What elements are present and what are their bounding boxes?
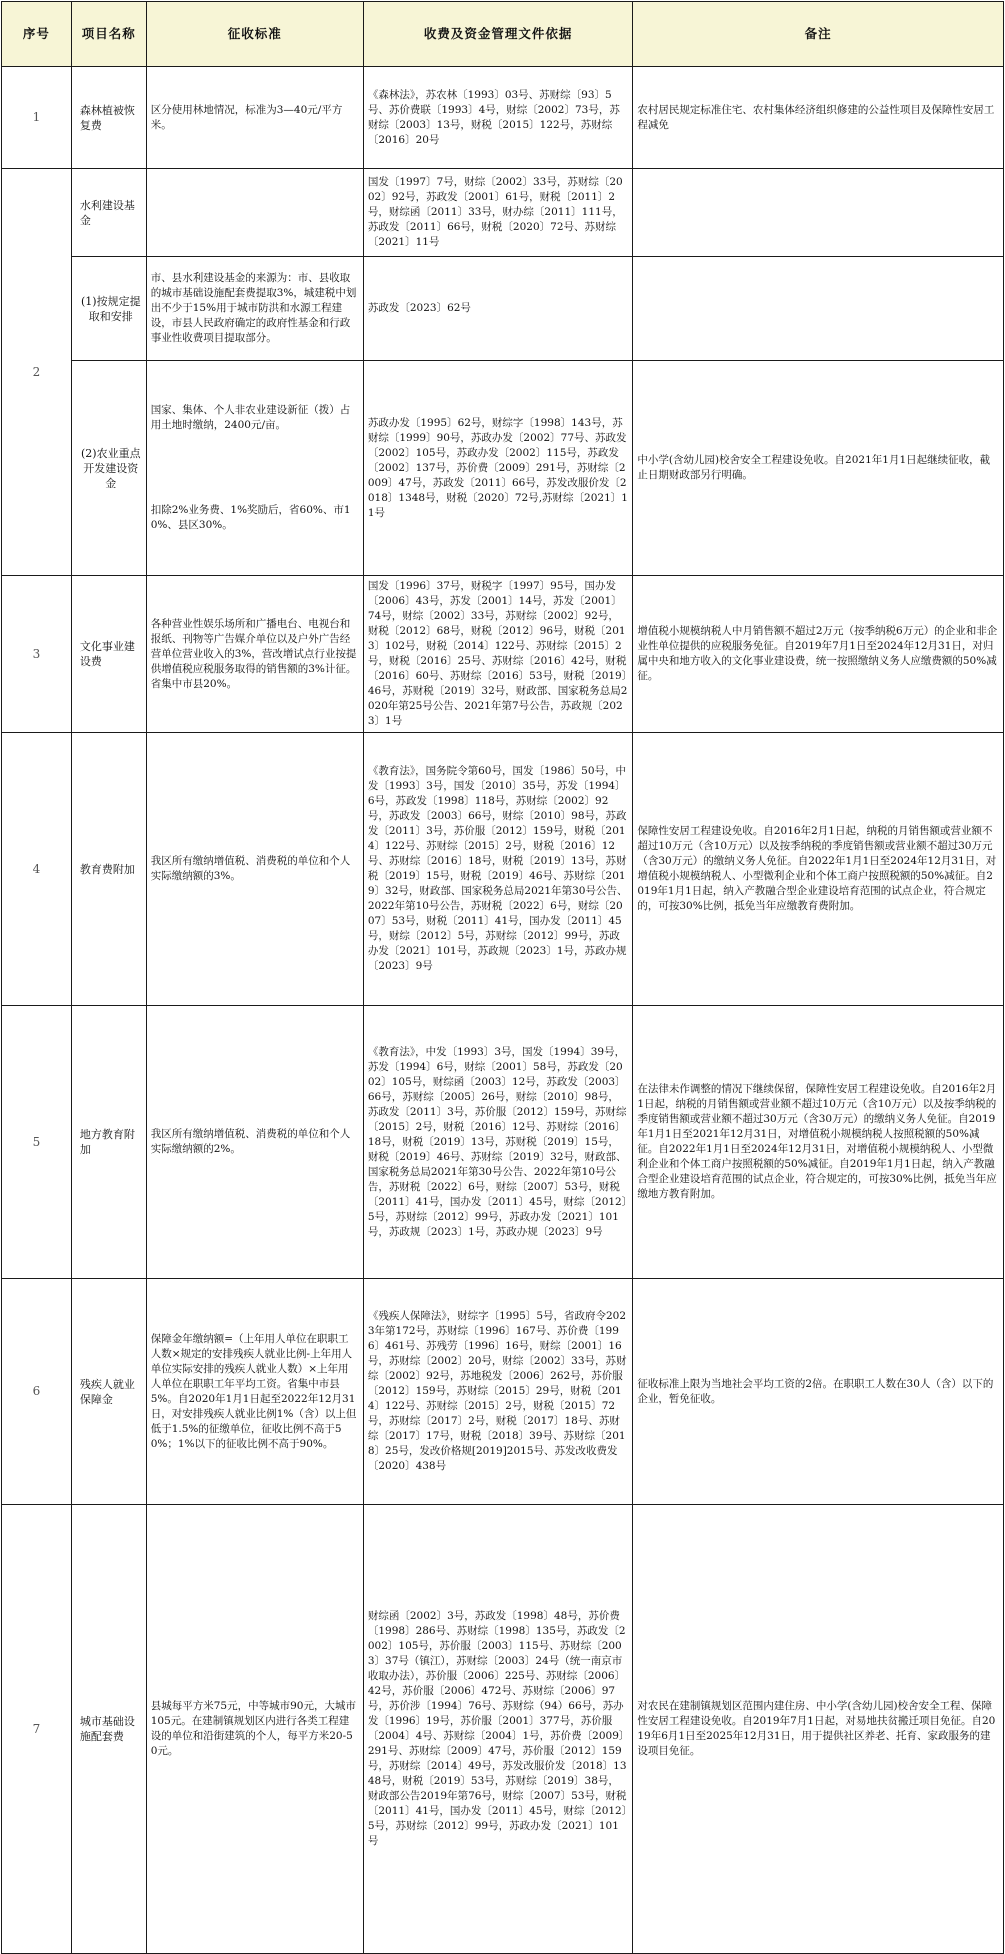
row-note [633, 257, 1004, 361]
row-seq: 2 [2, 169, 72, 576]
row-note [633, 169, 1004, 257]
row-standard: 县城每平方米75元，中等城市90元，大城市105元。在建制镇规划区内进行各类工程建设的单位和沿街建筑的个人，每平方米20-50元。 [146, 1505, 363, 1954]
row-standard: 保障金年缴纳额=（上年用人单位在职职工人数×规定的安排残疾人就业比例-上年用人单位实际安排的残疾人就业人数）×上年用人单位在职职工年平均工资。省集中市县5%。自2020年1月1日起至2022年12月31日，对安排残疾人就业比例1%（含）以上但低于1.5%的征缴单位，征收比例不高于50%；1%以下的征收比例不高于90%。 [146, 1279, 363, 1505]
row-note: 农村居民规定标准住宅、农村集体经济组织修建的公益性项目及保障性安居工程减免 [633, 67, 1004, 169]
header-seq: 序号 [2, 2, 72, 67]
row-standard: 各种营业性娱乐场所和广播电台、电视台和报纸、刊物等广告媒介单位以及户外广告经营单位营业收入的3%，营改增试点行业按提供增值税应税服务取得的销售额的3%计征。省集中市县20%。 [146, 576, 363, 733]
row-basis: 《残疾人保障法》，财综字〔1995〕5号，省政府令2023年第172号，苏财综〔1996〕167号、苏价费〔1996〕461号、苏残劳〔1996〕16号，财综〔2001〕16号，苏财综〔2002〕20号，财综〔2002〕33号，苏财综〔2002〕92号，苏地税发〔2006〕262号，苏价服〔2012〕159号，苏财综〔2015〕29号，财税〔2014〕122号、苏财综〔2015〕2号，财税〔2015〕72号，苏财综〔2017〕2号，财税〔2017〕18号、苏财综〔2017〕17号，财税〔2018〕39号、苏财综〔2018〕25号，发改价格规[2019]2015号、苏发改收费发〔2020〕438号 [363, 1279, 633, 1505]
row-basis: 财综函〔2002〕3号，苏政发〔1998〕48号，苏价费〔1998〕286号、苏财综〔1998〕135号，苏政发〔2002〕105号，苏价服〔2003〕115号、苏财综〔2003〕37号（镇江），苏财综〔2003〕24号（统一南京市收取办法），苏价服〔2006〕225号、苏财综〔2006〕42号，苏价服〔2006〕472号、苏财综〔2006〕97号，苏价涉〔1994〕76号、苏财综（94）66号，苏办发〔1996〕19号，苏价服〔2001〕377号，苏价服〔2004〕4号、苏财综〔2004〕1号，苏价费〔2009〕291号、苏财综〔2009〕47号，苏价服〔2012〕159号，苏财综〔2014〕49号，苏发改服价发〔2018〕1348号，财税〔2019〕53号，苏财综〔2019〕38号，财政部公告2019年第76号，财综〔2007〕53号，财税〔2011〕41号，国办发〔2011〕45号，财综〔2012〕5号，苏财综〔2012〕99号，苏政办发〔2021〕101号 [363, 1505, 633, 1954]
row-standard: 我区所有缴纳增值税、消费税的单位和个人实际缴纳额的2%。 [146, 1006, 363, 1279]
row-name: 城市基础设施配套费 [71, 1505, 146, 1954]
row-note: 保障性安居工程建设免收。自2016年2月1日起，纳税的月销售额或营业额不超过10万元（含10万元）以及按季纳税的季度销售额或营业额不超过30万元（含30万元）的缴纳义务人免征。自2022年1月1日至2024年12月31日，对增值税小规模纳税人、小型微利企业和个体工商户按照税额的50%减征。自2019年1月1日起，纳入产教融合型企业建设培育范围的试点企业，符合规定的，可按30%比例，抵免当年应缴教育费附加。 [633, 733, 1004, 1006]
row-basis: 苏政发〔2023〕62号 [363, 257, 633, 361]
row-basis: 国发〔1996〕37号，财税字〔1997〕95号，国办发〔2006〕43号，苏发〔2001〕14号，苏发〔2001〕74号，财综〔2002〕33号，苏财综〔2002〕92号，财税〔2012〕68号，财税〔2012〕96号，财税〔2013〕102号，财税〔2014〕122号、苏财综〔2015〕2号，财税〔2016〕25号、苏财综〔2016〕42号，财税〔2016〕60号、苏财综〔2016〕53号，财税〔2019〕46号，苏财税〔2019〕32号，财政部、国家税务总局2020年第25号公告、2021年第7号公告，苏政规〔2023〕1号 [363, 576, 633, 733]
row-name: 地方教育附加 [71, 1006, 146, 1279]
table-row [2, 733, 1004, 1006]
table-row [2, 1006, 1004, 1279]
header-basis: 收费及资金管理文件依据 [363, 2, 633, 67]
row-standard: 区分使用林地情况，标准为3—40元/平方米。 [146, 67, 363, 169]
row-basis: 《教育法》，中发〔1993〕3号，国发〔1994〕39号，苏发〔1994〕6号，财综〔2001〕58号，苏政发〔2002〕105号，财综函〔2003〕12号，苏政发〔2003〕66号，苏财综〔2005〕26号，财综〔2010〕98号，苏政发〔2011〕3号，苏价服〔2012〕159号，苏财综〔2015〕2号，财税〔2016〕12号、苏财综〔2016〕18号，财税〔2019〕13号，苏财税〔2019〕15号，财税〔2019〕46号、苏财综〔2019〕32号，财政部、国家税务总局2021年第30号公告、2022年第10号公告，苏财税〔2022〕6号，财综〔2007〕53号，财税〔2011〕41号，国办发〔2011〕45号，财综〔2012〕5号，苏财综〔2012〕99号，苏政办发〔2021〕101号，苏政规〔2023〕1号，苏政办规〔2023〕9号 [363, 1006, 633, 1279]
row-name: 残疾人就业保障金 [71, 1279, 146, 1505]
row-name: (2)农业重点开发建设资金 [71, 361, 146, 576]
table-row [2, 67, 1004, 169]
row-seq: 6 [2, 1279, 72, 1505]
row-seq: 5 [2, 1006, 72, 1279]
row-seq: 4 [2, 733, 72, 1006]
row-basis: 苏政办发〔1995〕62号，财综字〔1998〕143号，苏财综〔1999〕90号，苏政办发〔2002〕77号、苏政发〔2002〕105号，苏政办发〔2002〕115号，苏政发〔2002〕137号，苏价费〔2009〕291号，苏财综〔2009〕47号，苏政发〔2011〕66号，苏发改服价发〔2018〕1348号，财税〔2020〕72号,苏财综〔2021〕11号 [363, 361, 633, 576]
table-row [2, 1279, 1004, 1505]
header-standard: 征收标准 [146, 2, 363, 67]
row-standard-part2: 扣除2%业务费、1%奖励后，省60%、市10%、县区30%。 [150, 504, 351, 531]
table-row [2, 257, 1004, 361]
row-note: 对农民在建制镇规划区范围内建住房、中小学(含幼儿园)校舍安全工程、保障性安居工程建设免收。自2019年7月1日起，对易地扶贫搬迁项目免征。自2019年6月1日至2025年12月31日，用于提供社区养老、托育、家政服务的建设项目免征。 [633, 1505, 1004, 1954]
row-name: (1)按规定提取和安排 [71, 257, 146, 361]
fee-table [1, 1, 1004, 1954]
row-standard: 我区所有缴纳增值税、消费税的单位和个人实际缴纳额的3%。 [146, 733, 363, 1006]
header-name: 项目名称 [71, 2, 146, 67]
row-basis: 国发〔1997〕7号，财综〔2002〕33号，苏财综〔2002〕92号，苏政发〔2001〕61号，财税〔2011〕2号，财综函〔2011〕33号，财办综〔2011〕111号，苏政发〔2011〕66号，财税〔2020〕72号、苏财综〔2021〕11号 [363, 169, 633, 257]
row-name: 文化事业建设费 [71, 576, 146, 733]
standard-gap [151, 433, 359, 503]
table-row [2, 576, 1004, 733]
row-name: 水利建设基金 [71, 169, 146, 257]
row-standard [146, 361, 363, 576]
row-note: 在法律未作调整的情况下继续保留，保障性安居工程建设免收。自2016年2月1日起，纳税的月销售额或营业额不超过10万元（含10万元）以及按季纳税的季度销售额或营业额不超过30万元（含30万元）的缴纳义务人免征。自2019年1月1日至2021年12月31日，对增值税小规模纳税人按照税额的50%减征。自2022年1月1日至2024年12月31日，对增值税小规模纳税人、小型微利企业和个体工商户按照税额的50%减征。自2019年1月1日起，纳入产教融合型企业建设培育范围的试点企业，符合规定的，可按30%比例，抵免当年应缴地方教育附加。 [633, 1006, 1004, 1279]
header-note: 备注 [633, 2, 1004, 67]
table-row [2, 1505, 1004, 1954]
table-row [2, 361, 1004, 576]
row-standard: 市、县水利建设基金的来源为：市、县收取的城市基础设施配套费提取3%，城建税中划出不少于15%用于城市防洪和水源工程建设，市县人民政府确定的政府性基金和行政事业性收费项目提取部分。 [146, 257, 363, 361]
row-note: 中小学(含幼儿园)校舍安全工程建设免收。自2021年1月1日起继续征收，截止日期财政部另行明确。 [633, 361, 1004, 576]
row-seq: 1 [2, 67, 72, 169]
row-standard-part1: 国家、集体、个人非农业建设新征（拨）占用土地时缴纳，2400元/亩。 [150, 404, 351, 431]
row-basis: 《森林法》，苏农林〔1993〕03号、苏财综〔93〕5号、苏价费联〔1993〕4号，财综〔2002〕73号，苏财综〔2003〕13号，财税〔2015〕122号，苏财综〔2016〕20号 [363, 67, 633, 169]
row-note: 增值税小规模纳税人中月销售额不超过2万元（按季纳税6万元）的企业和非企业性单位提供的应税服务免征。自2019年7月1日至2024年12月31日，对归属中央和地方收入的文化事业建设费，统一按照缴纳义务人应缴费额的50%减征。 [633, 576, 1004, 733]
row-basis: 《教育法》，国务院令第60号，国发〔1986〕50号，中发〔1993〕3号，国发〔2010〕35号，苏发〔1994〕6号，苏政发〔1998〕118号，苏财综〔2002〕92号，苏政发〔2003〕66号，财综〔2010〕98号，苏政发〔2011〕3号，苏价服〔2012〕159号，财税〔2014〕122号、苏财综〔2015〕2号，财税〔2016〕12号、苏财综〔2016〕18号，财税〔2019〕13号，苏财税〔2019〕15号，财税〔2019〕46号、苏财综〔2019〕32号，财政部、国家税务总局2021年第30号公告、2022年第10号公告，苏财税〔2022〕6号，财综〔2007〕53号，财税〔2011〕41号，国办发〔2011〕45号，财综〔2012〕5号，苏财综〔2012〕99号，苏政办发〔2021〕101号，苏政规〔2023〕1号，苏政办规〔2023〕9号 [363, 733, 633, 1006]
row-note: 征收标准上限为当地社会平均工资的2倍。在职职工人数在30人（含）以下的企业，暂免征收。 [633, 1279, 1004, 1505]
header-row [2, 2, 1004, 67]
row-name: 森林植被恢复费 [71, 67, 146, 169]
row-seq: 3 [2, 576, 72, 733]
table-row [2, 169, 1004, 257]
row-name: 教育费附加 [71, 733, 146, 1006]
row-seq: 7 [2, 1505, 72, 1954]
row-standard [146, 169, 363, 257]
